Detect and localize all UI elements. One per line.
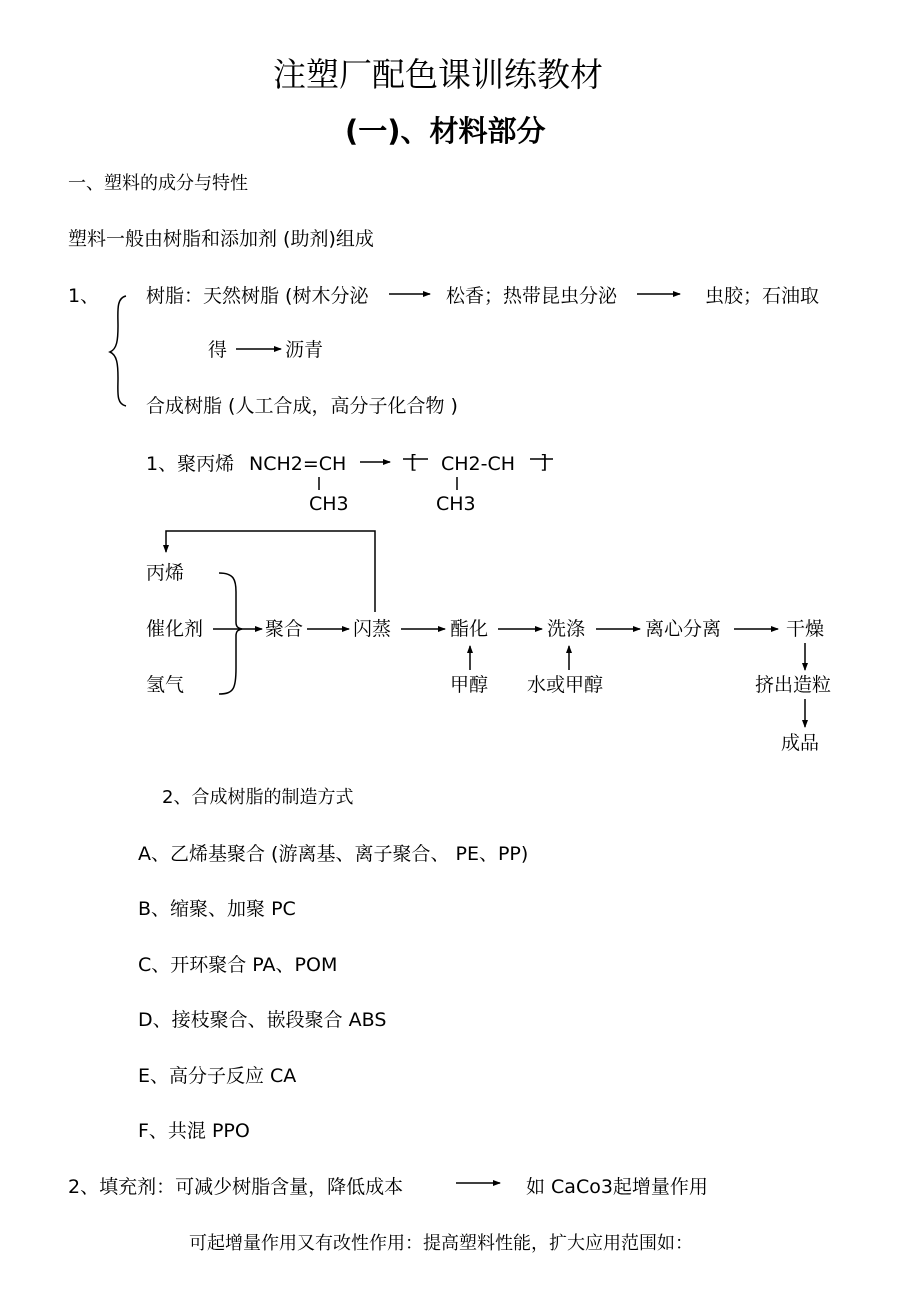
monomer-formula: NCH2=CH <box>249 453 347 475</box>
ch3-right: CH3 <box>436 493 476 515</box>
pp-label: 1、聚丙烯 <box>146 453 235 475</box>
flow-methanol: 甲醇 <box>450 674 489 696</box>
recycle-line <box>166 531 375 612</box>
document-title: 注塑厂配色课训练教材 <box>273 55 603 94</box>
section-heading: 一、塑料的成分与特性 <box>68 173 248 194</box>
asphalt-text: 沥青 <box>285 339 324 361</box>
method-f: F、共混 PPO <box>138 1120 250 1142</box>
natural-resin-text: 树脂：天然树脂 (树木分泌 <box>146 285 369 307</box>
filler-example: 如 CaCo3起增量作用 <box>526 1176 708 1198</box>
rosin-text: 松香；热带昆虫分泌 <box>446 285 618 307</box>
flow-propylene: 丙烯 <box>146 562 185 584</box>
ch3-left: CH3 <box>309 493 349 515</box>
flow-centrifuge: 离心分离 <box>645 618 722 640</box>
de-text: 得 <box>208 339 228 361</box>
section-subtitle: (一)、材料部分 <box>345 114 546 148</box>
method-b: B、缩聚、加聚 PC <box>138 898 296 920</box>
flow-esterify: 酯化 <box>450 618 489 640</box>
flow-catalyst: 催化剂 <box>146 618 204 640</box>
flow-water-methanol: 水或甲醇 <box>527 674 604 696</box>
flow-dry: 干燥 <box>786 618 825 640</box>
method-a: A、乙烯基聚合 (游离基、离子聚合、 PE、PP) <box>138 843 529 865</box>
intro-text: 塑料一般由树脂和添加剂 (助剂)组成 <box>68 228 374 250</box>
filler-note: 可起增量作用又有改性作用：提高塑料性能，扩大应用范围如： <box>189 1233 693 1254</box>
flow-polymerize: 聚合 <box>265 618 304 640</box>
left-brace <box>110 296 126 406</box>
method-c: C、开环聚合 PA、POM <box>138 954 338 976</box>
method-e: E、高分子反应 CA <box>138 1065 297 1087</box>
polymer-formula: CH2-CH <box>441 453 516 475</box>
flow-product: 成品 <box>781 732 820 754</box>
bracket-open: [ <box>410 451 418 473</box>
synthetic-resin-text: 合成树脂 (人工合成，高分子化合物 ) <box>146 395 458 417</box>
bracket-close: ] <box>540 451 548 473</box>
item-number: 1、 <box>68 285 100 307</box>
flow-extrude: 挤出造粒 <box>755 674 832 696</box>
feed-brace <box>219 573 242 694</box>
filler-text: 2、填充剂：可减少树脂含量，降低成本 <box>68 1176 404 1198</box>
flow-hydrogen: 氢气 <box>146 674 185 696</box>
shellac-text: 虫胶；石油取 <box>705 285 820 307</box>
flow-wash: 洗涤 <box>547 618 586 640</box>
method-d: D、接枝聚合、嵌段聚合 ABS <box>138 1009 387 1031</box>
flow-flash: 闪蒸 <box>353 618 392 640</box>
methods-heading: 2、合成树脂的制造方式 <box>162 787 354 808</box>
